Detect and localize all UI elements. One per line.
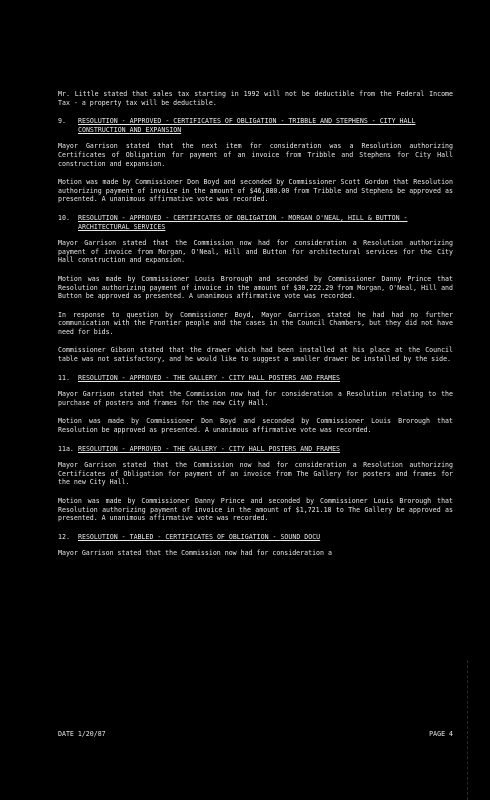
section-paragraph: Mayor Garrison stated that the Commission now had for consideration a Resolution authorizing payment of invoice from Morgan, O'Neal, Hill and Button for architectural services for the City Hall construction and expansion. (58, 239, 453, 265)
section-paragraph: Motion was made by Commissioner Don Boyd and seconded by Commissioner Louis Brorough that Resolution be approved as presented. A unanimous affirmative vote was recorded. (58, 417, 453, 435)
section-heading (58, 445, 453, 454)
section-paragraph: Motion was made by Commissioner Louis Brorough and seconded by Commissioner Danny Prince that Resolution authorizing payment of invoice in the amount of $30,222.29 from Morgan, O'Neal, Hill and Button be approved as presented. A unanimous affirmative vote was recorded. (58, 274, 453, 301)
intro-paragraph: Mr. Little stated that sales tax starting in 1992 will not be deductible from the Federal Income Tax - a property tax will be deductible. (58, 90, 453, 107)
section-number: 11. (58, 373, 70, 382)
section-number: 10. (58, 213, 70, 222)
footer-page-number: PAGE 4 (429, 730, 453, 738)
footer-date: DATE 1/20/87 (58, 730, 106, 738)
section-title: RESOLUTION - APPROVED - CERTIFICATES OF OBLIGATION - MORGAN O'NEAL, HILL & BUTTON - ARCHITECTURAL SERVICES (78, 213, 408, 231)
section-title: RESOLUTION - APPROVED - CERTIFICATES OF OBLIGATION - TRIBBLE AND STEPHENS - CITY HALL CONSTRUCTION AND EXPANSION (78, 117, 416, 134)
section-number: 11a. (58, 444, 74, 453)
section-paragraph: Commissioner Gibson stated that the drawer which had been installed at his place at the Council table was not satisfactory, and he would like to suggest a smaller drawer be installed by the side. (58, 346, 453, 364)
section-number: 9. (58, 117, 66, 126)
section-11 (58, 374, 453, 435)
section-11a (58, 445, 453, 523)
page-footer (58, 730, 453, 739)
scan-edge-artifact (467, 660, 490, 800)
section-paragraph: Mayor Garrison stated that the next item for consideration was a Resolution authorizing Certificates of Obligation for payment of an invoice from Tribble and Stephens for City Hall construction and expansion. (58, 142, 453, 168)
section-heading (58, 374, 453, 383)
section-9 (58, 117, 453, 204)
section-title: RESOLUTION - TABLED - CERTIFICATES OF OBLIGATION - SOUND DOCU (78, 532, 321, 541)
section-paragraph: Motion was made by Commissioner Danny Prince and seconded by Commissioner Louis Brorough that Resolution authorizing payment of invoice in the amount of $1,721.18 to The Gallery be approved as presented. A unanimous affirmative vote was recorded. (58, 497, 453, 523)
section-paragraph: Mayor Garrison stated that the Commission now had for consideration a (58, 549, 332, 558)
section-heading (58, 533, 453, 542)
section-paragraph: In response to question by Commissioner Boyd, Mayor Garrison stated he had had no further communication with the Frontier people and the cases in the Council Chambers, but they did not have need for bids. (58, 310, 453, 336)
section-12 (58, 533, 453, 558)
section-heading (58, 117, 453, 134)
section-number: 12. (58, 532, 70, 541)
section-heading (58, 214, 453, 231)
minutes-page (58, 90, 453, 568)
section-10 (58, 214, 453, 364)
section-paragraph: Mayor Garrison stated that the Commission now had for consideration a Resolution relating to the purchase of posters and frames for the new City Hall. (58, 390, 453, 407)
section-title: RESOLUTION - APPROVED - THE GALLERY - CITY HALL POSTERS AND FRAMES (78, 444, 341, 453)
section-paragraph: Motion was made by Commissioner Don Boyd and seconded by Commissioner Scott Gordon that Resolution authorizing payment of invoice in the amount of $46,880.00 from Tribble and Stephens be approved as presented. A unanimous affirmative vote was recorded. (58, 178, 453, 204)
section-title: RESOLUTION - APPROVED - THE GALLERY - CITY HALL POSTERS AND FRAMES (78, 373, 341, 382)
section-paragraph: Mayor Garrison stated that the Commission now had for consideration a Resolution authorizing Certificates of Obligation for payment of an invoice from The Gallery for posters and frames for the new City Hall. (58, 461, 453, 487)
